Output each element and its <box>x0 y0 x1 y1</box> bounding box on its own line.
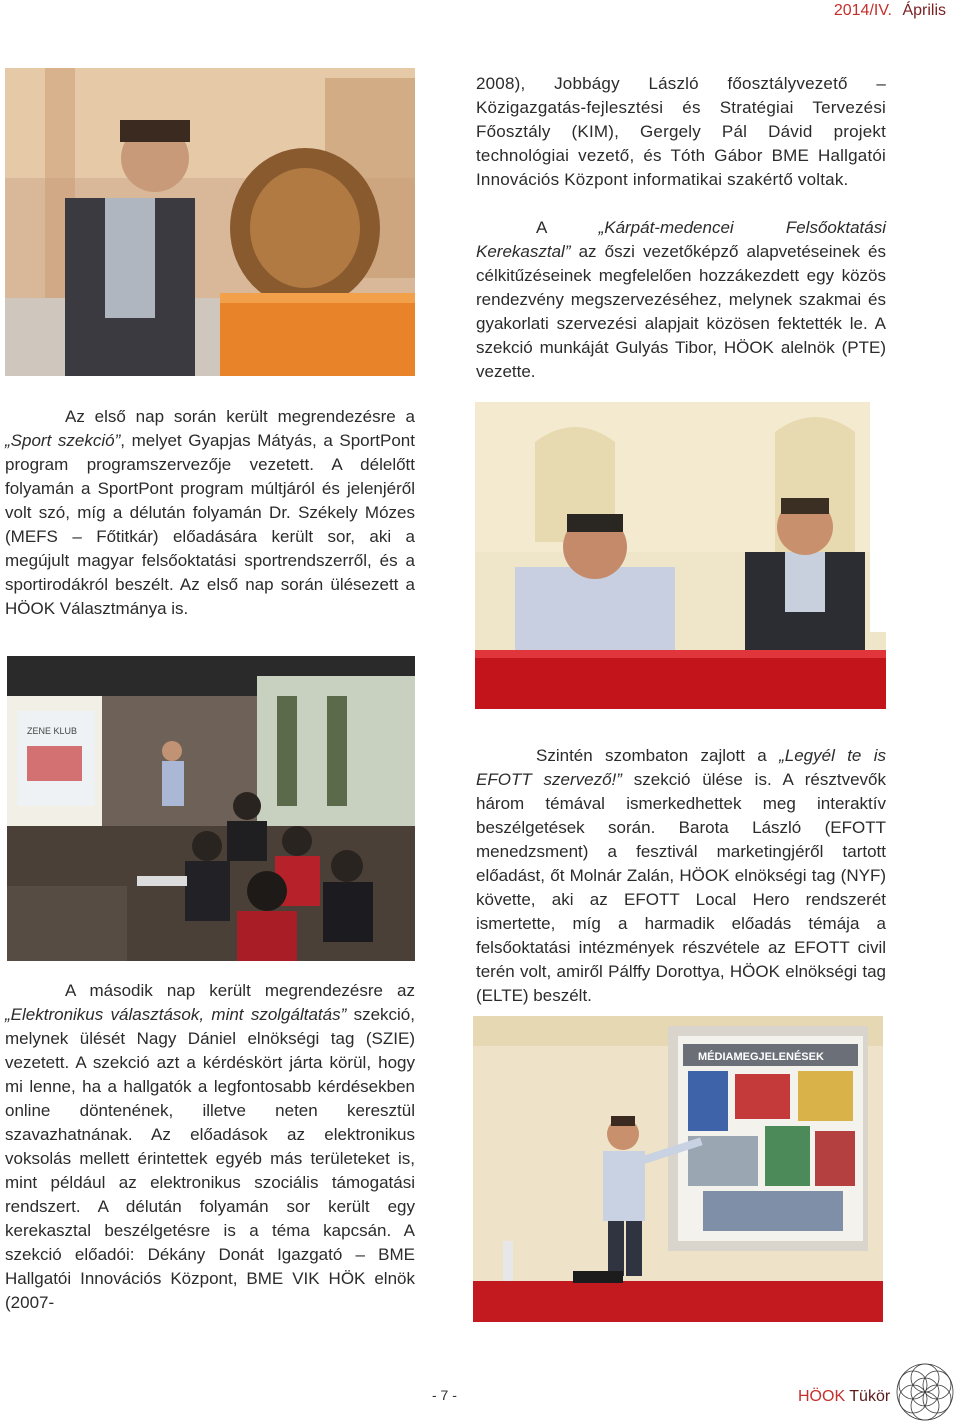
photo-panel-two-men <box>475 402 886 709</box>
page-number: - 7 - <box>432 1387 457 1403</box>
session-name-efott: „Legyél te is EFOTT szervező!” <box>476 746 886 789</box>
paragraph-sport <box>5 405 415 621</box>
footer-brand <box>798 1388 890 1406</box>
paragraph-efott <box>476 744 886 1008</box>
text-block-efott <box>476 744 886 1008</box>
para-prefix: Az első nap során került megrendezésre a <box>65 407 415 426</box>
photo-presenter-screen <box>473 1016 883 1322</box>
issue-month: Április <box>902 2 946 19</box>
mandala-logo-icon <box>895 1362 955 1422</box>
screen-title-left: ZENE KLUB <box>27 726 78 736</box>
brand-tukor: Tükör <box>849 1388 891 1405</box>
brand-hook: HÖOK <box>798 1388 846 1405</box>
session-name-sport: „Sport szekció” <box>5 431 121 450</box>
photo-audience-presentation <box>7 656 415 961</box>
para-prefix: Szintén szombaton zajlott a <box>536 746 780 765</box>
para-rest: , melyet Gyapjas Mátyás, a SportPont program programszervezője vezetett. A délelőtt folyamán a SportPont program múltjáról és jelenjéről volt szó, míg a délután folyamán Dr. Székely Mózes (MEFS – Főtitkár) előadására került sor, aki a megújult magyar felsőoktatási sportrendszerről, és a sportirodákról beszélt. Az első nap során ülésezett a HÖOK Választmánya is. <box>5 431 415 618</box>
session-name-karpat: „Kárpát-medencei Felsőoktatási Kerekasztal” <box>476 218 886 261</box>
text-block-right-top <box>476 72 886 384</box>
text-block-electronic <box>5 979 415 1315</box>
para-prefix: A <box>536 218 599 237</box>
para-rest: szekció, melynek ülését Nagy Dániel elnökségi tag (SZIE) vezetett. A szekció azt a kérdéskört járta körül, hogy mi lenne, ha a hallgatók a legfontosabb kérdésekben online döntenének, illetve neten keresztül szavazhatnának. Az előadások az elektronikus voksolás mellett érintettek egyéb más területeket is, mint például az elektronikus szociális támogatási rendszert. A délután folyamán sor került egy kerekasztal beszélgetésre is a téma kapcsán. A szekció előadói: Dékány Donát Igazgató – BME Hallgatói Innovációs Központ, BME VIK HÖK elnök (2007- <box>5 1005 415 1312</box>
photo-man-laptop <box>5 68 415 376</box>
paragraph-continuation: 2008), Jobbágy László főosztályvezető – Közigazgatás-fejlesztési és Stratégiai Tervezési Főosztály (KIM), Gergely Pál Dávid projekt technológiai vezető, és Tóth Gábor BME Hallgatói Innovációs Központ informatikai szakértő voltak. <box>476 74 886 189</box>
para-rest: szekció ülése is. A résztvevők három témával ismerkedhettek meg interaktív beszélgetések során. Barota László (EFOTT menedzsment) a fesztivál marketingjéről tartott előadást, őt Molnár Zalán, HÖOK elnökségi tag (NYF) követte, aki az EFOTT Local Hero rendszerét ismertette, míg a harmadik előadás témája a felsőoktatási intézmények részvétele az EFOTT civil terén volt, amiről Pálffy Dorottya, HÖOK elnökségi tag (ELTE) beszélt. <box>476 770 886 1005</box>
session-name-electronic: „Elektronikus választások, mint szolgáltatás” <box>5 1005 347 1024</box>
page-header <box>834 0 946 22</box>
text-block-sport <box>5 405 415 621</box>
paragraph-electronic-elections <box>5 979 415 1315</box>
paragraph-karpat-medencei <box>476 216 886 384</box>
para-prefix: A második nap került megrendezésre az <box>65 981 415 1000</box>
issue-number: 2014/IV. <box>833 2 892 19</box>
para-rest: az őszi vezetőképző alapvetéseinek és célkitűzéseinek megfelelően hozzákezdett egy közös rendezvény megszervezéséhez, melynek szakmai és gyakorlati szervezési alapjait közösen fektették le. A szekció munkáját Gulyás Tibor, HÖOK alelnök (PTE) vezette. <box>476 242 886 381</box>
screen-title: MÉDIAMEGJELENÉSEK <box>698 1051 824 1063</box>
